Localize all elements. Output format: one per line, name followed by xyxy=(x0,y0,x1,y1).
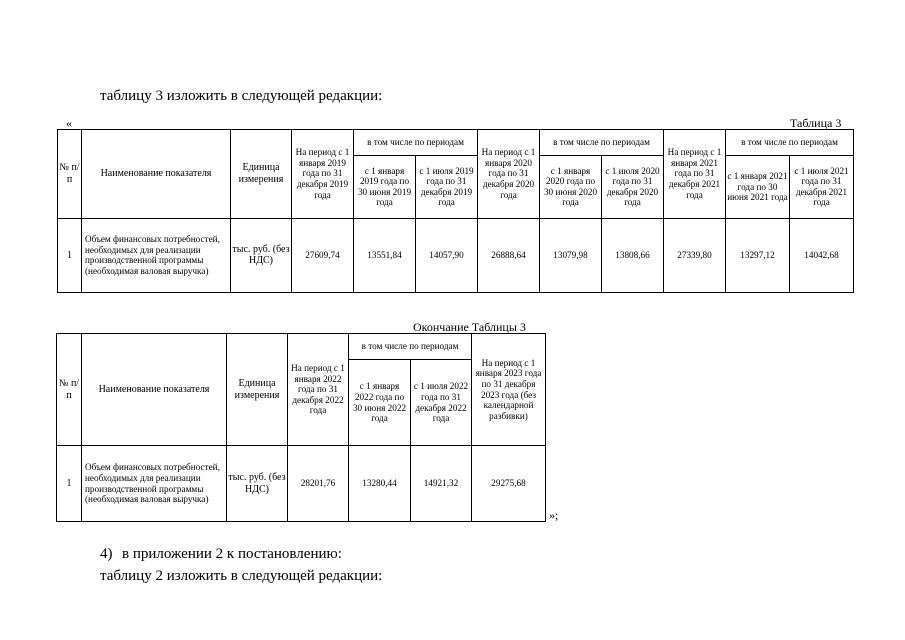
intro-line: таблицу 3 изложить в следующей редакции: xyxy=(100,88,383,104)
row-name: Объем финансовых потребностей, необходимых для реализации производственной программы (необходимая валовая выручка) xyxy=(82,218,231,292)
row-num: 1 xyxy=(58,218,82,292)
header-period-2019: На период с 1 января 2019 года по 31 декабря 2019 года xyxy=(292,130,354,219)
header-name: Наименование показателя xyxy=(82,334,227,446)
value-h2-2019: 14057,90 xyxy=(416,218,478,292)
table-3-part-2 xyxy=(56,333,546,522)
header-h1-2020: с 1 января 2020 года по 30 июня 2020 года xyxy=(540,156,602,218)
value-h2-2021: 14042,68 xyxy=(790,218,854,292)
header-unit: Единица измерения xyxy=(231,130,292,219)
table2-caption: Окончание Таблицы 3 xyxy=(413,320,526,334)
open-quote: « xyxy=(66,116,72,130)
header-period-2022: На период с 1 января 2022 года по 31 декабря 2022 года xyxy=(288,334,349,446)
row-unit: тыс. руб. (без НДС) xyxy=(231,218,292,292)
value-h1-2019: 13551,84 xyxy=(354,218,416,292)
row-name: Объем финансовых потребностей, необходимых для реализации производственной программы (необходимая валовая выручка) xyxy=(82,446,227,522)
value-period-2019: 27609,74 xyxy=(292,218,354,292)
final-line: таблицу 2 изложить в следующей редакции: xyxy=(100,568,383,584)
value-period-2020: 26888,64 xyxy=(478,218,540,292)
table-row xyxy=(58,218,854,292)
header-num: № п/п xyxy=(58,130,82,219)
value-h2-2022: 14921,32 xyxy=(411,446,472,522)
header-period-2023: На период с 1 января 2023 года по 31 декабря 2023 года (без календарной разбивки) xyxy=(472,334,546,446)
value-h2-2020: 13808,66 xyxy=(602,218,664,292)
item-4-number: 4) xyxy=(100,546,113,562)
value-period-2022: 28201,76 xyxy=(288,446,349,522)
close-quote: »; xyxy=(549,508,559,522)
table1-caption: Таблица 3 xyxy=(790,116,842,130)
header-incl-2019: в том числе по периодам xyxy=(354,130,478,156)
value-h1-2020: 13079,98 xyxy=(540,218,602,292)
header-incl-2022: в том числе по периодам xyxy=(349,334,472,360)
header-h2-2019: с 1 июля 2019 года по 31 декабря 2019 года xyxy=(416,156,478,218)
value-h1-2021: 13297,12 xyxy=(726,218,790,292)
header-h1-2019: с 1 января 2019 года по 30 июня 2019 года xyxy=(354,156,416,218)
header-period-2020: На период с 1 января 2020 года по 31 декабря 2020 года xyxy=(478,130,540,219)
header-name: Наименование показателя xyxy=(82,130,231,219)
header-period-2021: На период с 1 января 2021 года по 31 декабря 2021 года xyxy=(664,130,726,219)
value-period-2023: 29275,68 xyxy=(472,446,546,522)
header-h2-2021: с 1 июля 2021 года по 31 декабря 2021 года xyxy=(790,156,854,218)
header-incl-2021: в том числе по периодам xyxy=(726,130,854,156)
header-h1-2022: с 1 января 2022 года по 30 июня 2022 года xyxy=(349,360,411,446)
header-unit: Единица измерения xyxy=(227,334,288,446)
header-num: № п/п xyxy=(57,334,82,446)
value-period-2021: 27339,80 xyxy=(664,218,726,292)
header-h2-2022: с 1 июля 2022 года по 31 декабря 2022 года xyxy=(411,360,472,446)
table-3-part-1 xyxy=(57,129,854,293)
item-4-text: в приложении 2 к постановлению: xyxy=(122,546,342,562)
row-unit: тыс. руб. (без НДС) xyxy=(227,446,288,522)
row-num: 1 xyxy=(57,446,82,522)
table-row xyxy=(57,446,546,522)
header-h1-2021: с 1 января 2021 года по 30 июня 2021 года xyxy=(726,156,790,218)
header-incl-2020: в том числе по периодам xyxy=(540,130,664,156)
header-h2-2020: с 1 июля 2020 года по 31 декабря 2020 года xyxy=(602,156,664,218)
value-h1-2022: 13280,44 xyxy=(349,446,411,522)
